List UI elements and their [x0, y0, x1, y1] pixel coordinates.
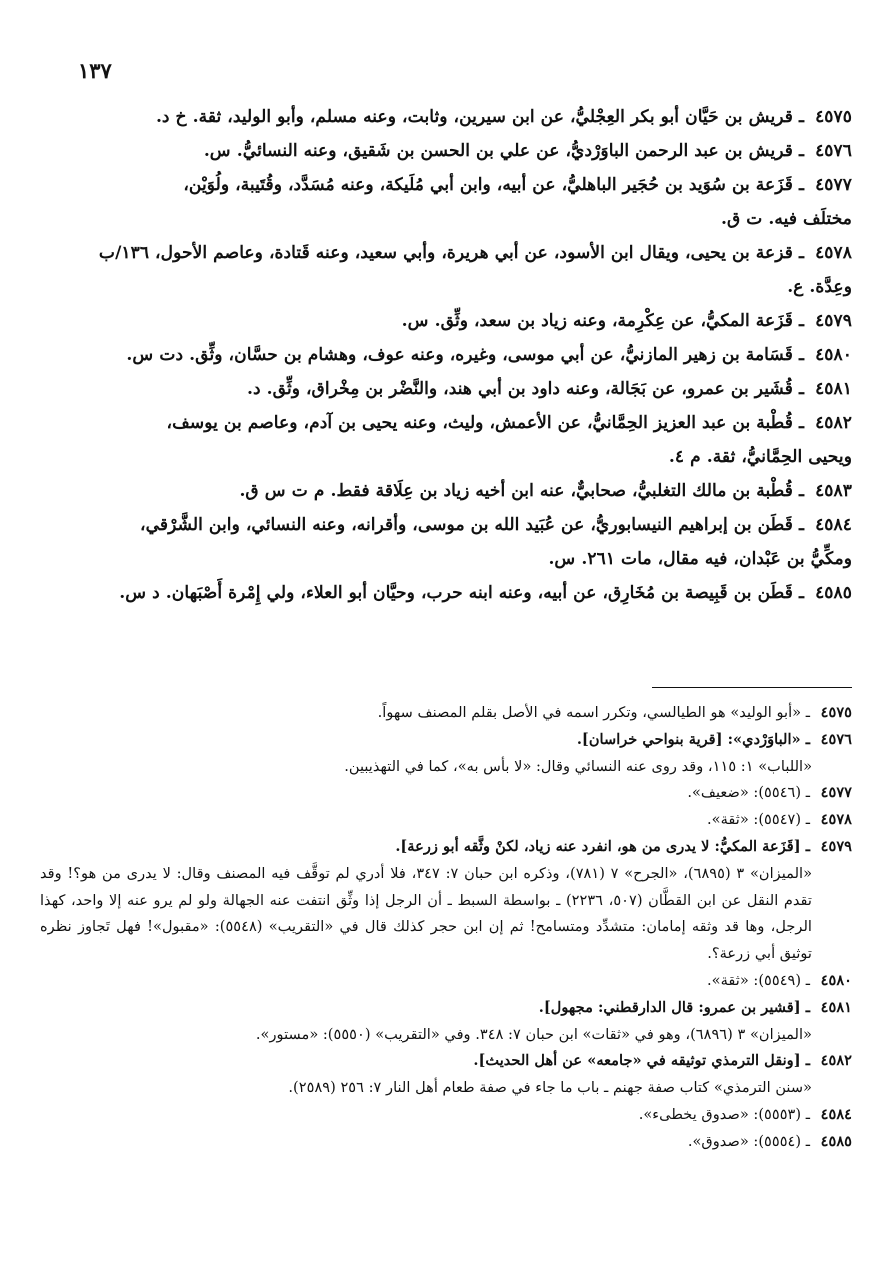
footnotes: [40, 700, 852, 1156]
entry-number: ٤٥٧٨: [815, 243, 852, 263]
entry-text: ـ قَسَامة بن زهير المازنيُّ، عن أبي موسى، وغيره، وعنه عوف، وهشام بن حسَّان، وثِّق. دت س.: [126, 345, 804, 365]
footnote-number: ٤٥٨٤: [820, 1105, 852, 1123]
entry-number: ٤٥٧٦: [815, 141, 852, 161]
biography-entry: [0, 236, 852, 304]
biography-entry: [0, 372, 852, 406]
footnote-text: ـ (٥٥٤٦): «ضعيف».: [687, 784, 810, 802]
footnote: [40, 968, 852, 995]
biography-entry: [0, 508, 852, 576]
biography-entries: [0, 100, 852, 610]
footnote-source: «الميزان» ٣ (٦٨٩٦)، وهو في «ثقات» ابن حبان ٧: ٣٤٨. وفي «التقريب» (٥٥٥٠): «مستور».: [255, 1025, 812, 1043]
biography-entry: [0, 576, 852, 610]
biography-entry: [0, 304, 852, 338]
entry-number: ٤٥٨٥: [815, 583, 852, 603]
footnote-text: ـ «أبو الوليد» هو الطيالسي، وتكرر اسمه في الأصل بقلم المصنف سهواً.: [377, 704, 810, 721]
biography-entry: [0, 406, 852, 474]
entry-number: ٤٥٨٠: [815, 345, 852, 365]
entry-text: ويحيى الحِمَّانيُّ، ثقة. م ٤.: [668, 447, 852, 467]
footnote-heading: ـ [قشير بن عمرو: قال الدارقطني: مجهول].: [538, 998, 810, 1016]
entry-text: ـ قَزَعة بن سُوَيد بن حُجَير الباهليُّ، عن أبيه، وابن أبي مُلَيكة، وعنه مُسَدَّد، وقُتَيبة، ولُوَيْن،: [183, 175, 804, 195]
entry-text: ومكِّيُّ بن عَبْدان، فيه مقال، مات ٢٦١. س.: [548, 549, 852, 569]
entry-number: ٤٥٨٢: [815, 413, 852, 433]
entry-text: ـ قُطْبة بن مالك التغلبيُّ، صحابيٌّ، عنه ابن أخيه زياد بن عِلَاقة فقط. م ت س ق.: [239, 481, 804, 501]
footnote-number: ٤٥٨٢: [820, 1052, 852, 1070]
footnote-heading: ـ [ونقل الترمذي توثيقه في «جامعه» عن أهل الحديث].: [473, 1052, 810, 1070]
footnote-number: ٤٥٨١: [820, 998, 852, 1016]
footnote-heading: ـ [قَزَعة المكيُّ: لا يدرى من هو، انفرد عنه زياد، لكنْ وثَّقه أبو زرعة].: [395, 837, 810, 855]
footnote-number: ٤٥٧٥: [820, 704, 852, 721]
biography-entry: [0, 100, 852, 134]
entry-number: ٤٥٧٩: [815, 311, 852, 331]
footnote-source: «الميزان» ٣ (٦٨٩٥)، «الجرح» ٧ (٧٨١)، وذكره ابن حبان ٧: ٣٤٧، فلا أدري لم توقَّف فيه المصنف وقال: لا يدرى من هو؟! وقد تقدم النقل عن ابن القطَّان (٥٠٧، ٢٢٣٦) ـ بواسطة السبط ـ أن الرجل إذا وثِّق انتفت عنه الجهالة ولو لم يرو عنه إلا واحد، كهذا الرجل، وها قد وثقه إمامان: متشدِّد ومتسامح! ثم إن ابن حجر كذلك قال في «التقريب» (٥٥٤٨): «مقبول»! فهل تَجاوز نظره توثيق أبي زرعة؟.: [40, 864, 813, 963]
footnote: [40, 780, 852, 807]
footnote-heading: ـ «الباوَرْدي»: [قرية بنواحي خراسان].: [576, 730, 810, 748]
entry-number: ٤٥٨٤: [815, 515, 852, 535]
footnote-text: ـ (٥٥٤٩): «ثقة».: [707, 971, 810, 989]
footnote-text: ـ (٥٥٤٧): «ثقة».: [707, 811, 810, 829]
entry-number: ٤٥٨١: [815, 379, 852, 399]
footnote-text: ـ (٥٥٥٤): «صدوق».: [687, 1132, 810, 1150]
footnote-number: ٤٥٧٧: [820, 784, 852, 802]
footnote-number: ٤٥٧٨: [820, 811, 852, 829]
footnote-number: ٤٥٧٩: [820, 837, 852, 855]
footnote: [40, 727, 852, 781]
footnote: [40, 1048, 852, 1102]
footnote: [40, 995, 852, 1049]
biography-entry: [0, 338, 852, 372]
footnote-divider: [652, 687, 852, 688]
footnote: [40, 700, 852, 727]
page-number: ١٣٧: [78, 58, 112, 83]
footnote: [40, 834, 852, 968]
entry-text: ـ قريش بن عبد الرحمن الباوَرْديُّ، عن علي بن الحسن بن شَقيق، وعنه النسائيُّ. س.: [203, 141, 804, 161]
entry-text: ـ قَطَن بن إبراهيم النيسابوريُّ، عن عُبَيد الله بن موسى، وأقرانه، وعنه النسائي، وابن الشَّرْقي،: [140, 515, 804, 535]
entry-text: ـ قَزَعة المكيُّ، عن عِكْرِمة، وعنه زياد بن سعد، وثِّق. س.: [401, 311, 804, 331]
entry-number: ٤٥٧٥: [815, 107, 852, 127]
entry-text: وعِدَّة. ع.: [787, 277, 852, 297]
footnote-number: ٤٥٨٥: [820, 1132, 852, 1150]
footnote: [40, 1129, 852, 1156]
footnote-number: ٤٥٧٦: [820, 730, 852, 748]
footnote-source: «اللباب» ١: ١١٥، وقد روى عنه النسائي وقال: «لا بأس به»، كما في التهذيبين.: [344, 757, 812, 775]
entry-text: مختلَف فيه. ت ق.: [720, 209, 852, 229]
footnote: [40, 807, 852, 834]
entry-text: ـ قُشَير بن عمرو، عن بَجَالة، وعنه داود بن أبي هند، والنَّضْر بن مِخْراق، وثِّق. د.: [247, 379, 804, 399]
footnote-number: ٤٥٨٠: [820, 971, 852, 989]
biography-entry: [0, 168, 852, 236]
entry-text: ـ قريش بن حَيَّان أبو بكر العِجْليُّ، عن ابن سيرين، وثابت، وعنه مسلم، وأبو الوليد، ثقة. خ د.: [155, 107, 804, 127]
entry-number: ٤٥٨٣: [815, 481, 852, 501]
biography-entry: [0, 474, 852, 508]
entry-text: ـ قزعة بن يحيى، ويقال ابن الأسود، عن أبي هريرة، وأبي سعيد، وعنه قَتادة، وعاصم الأحول، ١٣٦/ب: [98, 243, 804, 263]
footnote-text: ـ (٥٥٥٣): «صدوق يخطىء».: [638, 1105, 810, 1123]
entry-number: ٤٥٧٧: [815, 175, 852, 195]
footnote: [40, 1102, 852, 1129]
entry-text: ـ قُطْبة بن عبد العزيز الحِمَّانيُّ، عن الأعمش، وليث، وعنه يحيى بن آدم، وعاصم بن يوسف،: [166, 413, 804, 433]
biography-entry: [0, 134, 852, 168]
footnote-source: «سنن الترمذي» كتاب صفة جهنم ـ باب ما جاء في صفة طعام أهل النار ٧: ٢٥٦ (٢٥٨٩).: [288, 1079, 812, 1097]
entry-text: ـ قَطَن بن قَبِيصة بن مُخَارِق، عن أبيه، وعنه ابنه حرب، وحيَّان أبو العلاء، ولي إِمْرة أَصْبَهان. د س.: [119, 583, 804, 603]
